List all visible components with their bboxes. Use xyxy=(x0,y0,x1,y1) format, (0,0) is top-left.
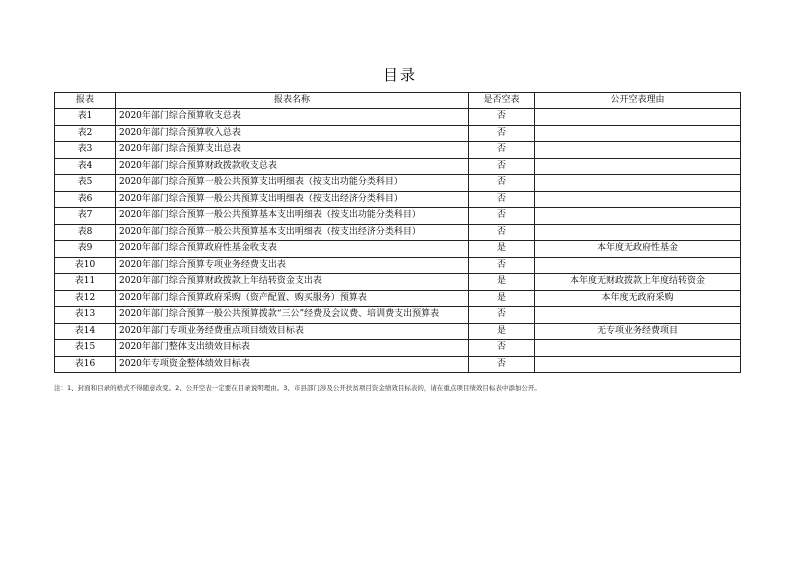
cell-is-empty: 否 xyxy=(469,191,535,208)
cell-empty-reason xyxy=(535,307,741,324)
cell-is-empty: 是 xyxy=(469,274,535,291)
table-row xyxy=(55,340,741,357)
cell-report-name: 2020年专项资金整体绩效目标表 xyxy=(116,356,469,373)
cell-is-empty: 否 xyxy=(469,175,535,192)
cell-empty-reason xyxy=(535,142,741,159)
cell-is-empty: 是 xyxy=(469,323,535,340)
table-row xyxy=(55,257,741,274)
cell-is-empty: 否 xyxy=(469,125,535,142)
page-title: 目录 xyxy=(382,66,417,84)
cell-report-name: 2020年部门综合预算专项业务经费支出表 xyxy=(116,257,469,274)
cell-report-no: 表6 xyxy=(55,191,116,208)
header-reason: 公开空表理由 xyxy=(535,93,741,109)
header-no: 报表 xyxy=(55,93,116,109)
cell-report-name: 2020年部门综合预算一般公共预算基本支出明细表（按支出功能分类科目） xyxy=(116,208,469,225)
cell-empty-reason xyxy=(535,208,741,225)
cell-report-name: 2020年部门整体支出绩效目标表 xyxy=(116,340,469,357)
cell-report-no: 表14 xyxy=(55,323,116,340)
cell-report-name: 2020年部门综合预算支出总表 xyxy=(116,142,469,159)
cell-is-empty: 否 xyxy=(469,208,535,225)
cell-report-name: 2020年部门综合预算一般公共预算支出明细表（按支出经济分类科目） xyxy=(116,191,469,208)
cell-empty-reason xyxy=(535,158,741,175)
cell-empty-reason xyxy=(535,175,741,192)
cell-report-name: 2020年部门综合预算财政拨款收支总表 xyxy=(116,158,469,175)
cell-report-no: 表7 xyxy=(55,208,116,225)
cell-report-no: 表4 xyxy=(55,158,116,175)
table-row xyxy=(55,307,741,324)
cell-is-empty: 否 xyxy=(469,340,535,357)
cell-is-empty: 否 xyxy=(469,224,535,241)
cell-is-empty: 否 xyxy=(469,158,535,175)
header-name: 报表名称 xyxy=(116,93,469,109)
table-row xyxy=(55,224,741,241)
cell-report-name: 2020年部门综合预算收入总表 xyxy=(116,125,469,142)
cell-report-name: 2020年部门综合预算一般公共预算拨款“三公”经费及会议费、培训费支出预算表 xyxy=(116,307,469,324)
cell-report-no: 表9 xyxy=(55,241,116,258)
table-row xyxy=(55,175,741,192)
cell-report-name: 2020年部门综合预算财政拨款上年结转资金支出表 xyxy=(116,274,469,291)
table-row xyxy=(55,125,741,142)
table-row xyxy=(55,158,741,175)
table-row xyxy=(55,142,741,159)
table-row xyxy=(55,241,741,258)
table-row xyxy=(55,356,741,373)
cell-report-no: 表16 xyxy=(55,356,116,373)
table-row xyxy=(55,109,741,126)
cell-report-no: 表10 xyxy=(55,257,116,274)
cell-empty-reason xyxy=(535,340,741,357)
cell-is-empty: 否 xyxy=(469,257,535,274)
cell-empty-reason: 本年度无财政拨款上年度结转资金 xyxy=(535,274,741,291)
cell-report-name: 2020年部门综合预算一般公共预算基本支出明细表（按支出经济分类科目） xyxy=(116,224,469,241)
cell-report-name: 2020年部门综合预算收支总表 xyxy=(116,109,469,126)
cell-report-no: 表13 xyxy=(55,307,116,324)
catalog-table xyxy=(54,92,741,373)
cell-is-empty: 否 xyxy=(469,356,535,373)
cell-empty-reason xyxy=(535,356,741,373)
footnote: 注：1、封面和目录的格式不得随意改变。2、公开空表一定要在目录说明理由。3、市县部门涉及公开扶贫项目资金绩效目标表的，请在重点项目绩效目标表中添加公开。 xyxy=(54,384,541,392)
table-row xyxy=(55,274,741,291)
cell-report-no: 表5 xyxy=(55,175,116,192)
cell-is-empty: 是 xyxy=(469,241,535,258)
cell-report-no: 表2 xyxy=(55,125,116,142)
cell-report-no: 表11 xyxy=(55,274,116,291)
cell-is-empty: 否 xyxy=(469,307,535,324)
cell-empty-reason xyxy=(535,109,741,126)
cell-report-name: 2020年部门综合预算政府性基金收支表 xyxy=(116,241,469,258)
cell-report-name: 2020年部门综合预算一般公共预算支出明细表（按支出功能分类科目） xyxy=(116,175,469,192)
cell-report-no: 表8 xyxy=(55,224,116,241)
table-row xyxy=(55,208,741,225)
cell-empty-reason xyxy=(535,257,741,274)
cell-empty-reason xyxy=(535,125,741,142)
cell-empty-reason: 本年度无政府性基金 xyxy=(535,241,741,258)
cell-empty-reason: 无专项业务经费项目 xyxy=(535,323,741,340)
cell-empty-reason xyxy=(535,191,741,208)
table-row xyxy=(55,191,741,208)
cell-is-empty: 否 xyxy=(469,142,535,159)
cell-report-no: 表15 xyxy=(55,340,116,357)
cell-report-no: 表12 xyxy=(55,290,116,307)
table-row xyxy=(55,290,741,307)
header-empty: 是否空表 xyxy=(469,93,535,109)
table-header-row xyxy=(55,93,741,109)
cell-report-name: 2020年部门专项业务经费重点项目绩效目标表 xyxy=(116,323,469,340)
cell-is-empty: 是 xyxy=(469,290,535,307)
cell-report-no: 表3 xyxy=(55,142,116,159)
cell-empty-reason: 本年度无政府采购 xyxy=(535,290,741,307)
cell-report-no: 表1 xyxy=(55,109,116,126)
table-row xyxy=(55,323,741,340)
cell-is-empty: 否 xyxy=(469,109,535,126)
cell-report-name: 2020年部门综合预算政府采购（资产配置、购买服务）预算表 xyxy=(116,290,469,307)
cell-empty-reason xyxy=(535,224,741,241)
